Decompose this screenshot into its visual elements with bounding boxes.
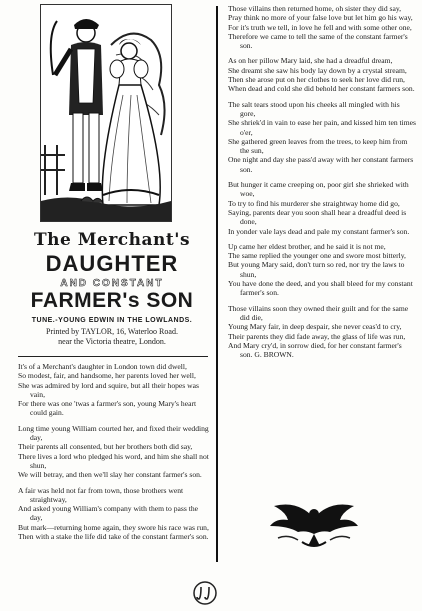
printer-monogram-logo: [192, 580, 218, 606]
verse-line: There lives a lord who pledged his word, and him she shall not shun,: [18, 451, 209, 470]
title-line-farmers-son: FARMER's SON: [30, 289, 194, 312]
verse-line: Young Mary fair, in deep despair, she never ceas'd to cry,: [228, 322, 402, 332]
verse: [228, 304, 416, 360]
verse-line: Then with a stake the life did take of the constant farmer's son.: [18, 532, 209, 542]
verse: [228, 56, 416, 93]
column-divider: [216, 6, 218, 562]
verse-line: Their parents all consented, but her brothers both did say,: [18, 442, 193, 452]
verse-line: So modest, fair, and handsome, her parents loved her well,: [18, 371, 196, 381]
verse-line: When dead and cold she did behold her constant farmers son.: [228, 84, 415, 94]
title-block: [14, 230, 210, 347]
verse: [228, 100, 416, 174]
verse: [228, 180, 416, 236]
verse-line: As on her pillow Mary laid, she had a dreadful dream,: [228, 56, 393, 66]
title-line-merchant: The Merchant's: [33, 230, 191, 250]
verse-line: You have done the deed, and you shall bleed for my constant farmer's son.: [228, 279, 413, 298]
verse: [18, 424, 210, 480]
verse-line: She was admired by lord and squire, but all their hopes was vain,: [18, 380, 199, 399]
verse-line: And Mary cry'd, in sorrow died, for her constant farmer's son. G. BROWN.: [228, 340, 402, 360]
verse-line: The same replied the younger one and swore most bitterly,: [228, 251, 406, 261]
couple-woodcut-image: [40, 4, 172, 222]
verse-line: Those villains soon they owned their guilt and for the same did die,: [228, 303, 409, 322]
verse-line: Saying, parents dear you soon shall hear a dreadful deed is done,: [228, 207, 407, 227]
tune-line: TUNE.-YOUNG EDWIN IN THE LOWLANDS.: [31, 317, 193, 324]
separator-rule: [18, 356, 208, 357]
verse-line: She gathered green leaves from the trees, to keep him from the sun,: [228, 136, 408, 156]
title-line-and-constant: AND CONSTANT: [60, 278, 164, 289]
verse-line: The salt tears stood upon his cheeks all mingled with his gore,: [228, 99, 400, 118]
left-verses: [18, 362, 210, 547]
verse-line: And asked young William's company with them to pass the day,: [18, 504, 198, 523]
verse: [228, 242, 416, 298]
verse-line: She dreamt she saw his body lay down by a crystal stream,: [228, 65, 407, 75]
verse-line: Their parents they did fade away, the glass of life was run,: [228, 331, 406, 341]
verse-line: Up came her eldest brother, and he said it is not me,: [228, 241, 386, 251]
verse-line: We will betray, and then we'll slay her constant farmer's son.: [18, 470, 202, 480]
verse-line: But hunger it came creeping on, poor girl she shrieked with woe,: [228, 180, 409, 199]
printer-line-2: near the Victoria theatre, London.: [58, 337, 166, 346]
verse-line: Long time young William courted her, and fixed their wedding day,: [18, 423, 209, 443]
verse-line: Those villains then returned home, oh sister they did say,: [228, 4, 402, 13]
verse: [228, 4, 416, 50]
verse-line: In yonder vale lays dead and pale my constant farmer's son.: [228, 226, 410, 236]
verse-line: Then she arose put on her clothes to seek her love did run,: [228, 75, 405, 85]
verse-line: To try to find his murderer she straightway home did go,: [228, 198, 400, 208]
verse: [18, 486, 210, 542]
right-verses: [228, 4, 416, 365]
title-line-daughter: DAUGHTER: [45, 251, 179, 276]
verse-line: For it's truth we tell, in love he fell and with some other one,: [228, 22, 412, 32]
verse-line: One night and day she pass'd away with her constant farmers son.: [228, 155, 414, 174]
verse-line: A fair was held not far from town, those brothers went straightway,: [18, 485, 184, 504]
verse: [18, 362, 210, 418]
verse-line: But mark—returning home again, they swore his race was run,: [18, 522, 209, 532]
printer-line-1: Printed by TAYLOR, 16, Waterloo Road.: [46, 327, 178, 336]
eagle-ornament-image: [268, 498, 360, 550]
printer-imprint: [14, 327, 210, 347]
verse-line: It's of a Merchant's daughter in London town did dwell,: [18, 362, 187, 371]
verse-line: Pray think no more of your false love but let him go his way,: [228, 13, 413, 23]
verse-line: Therefore we came to tell the same of the constant farmer's son.: [228, 31, 408, 51]
verse-line: But young Mary said, don't turn so red, nor try the laws to shun,: [228, 260, 405, 279]
verse-line: For there was one 'twas a farmer's son, young Mary's heart could gain.: [18, 399, 197, 418]
verse-line: She shriek'd in vain to ease her pain, and kissed him ten times o'er,: [228, 118, 417, 137]
